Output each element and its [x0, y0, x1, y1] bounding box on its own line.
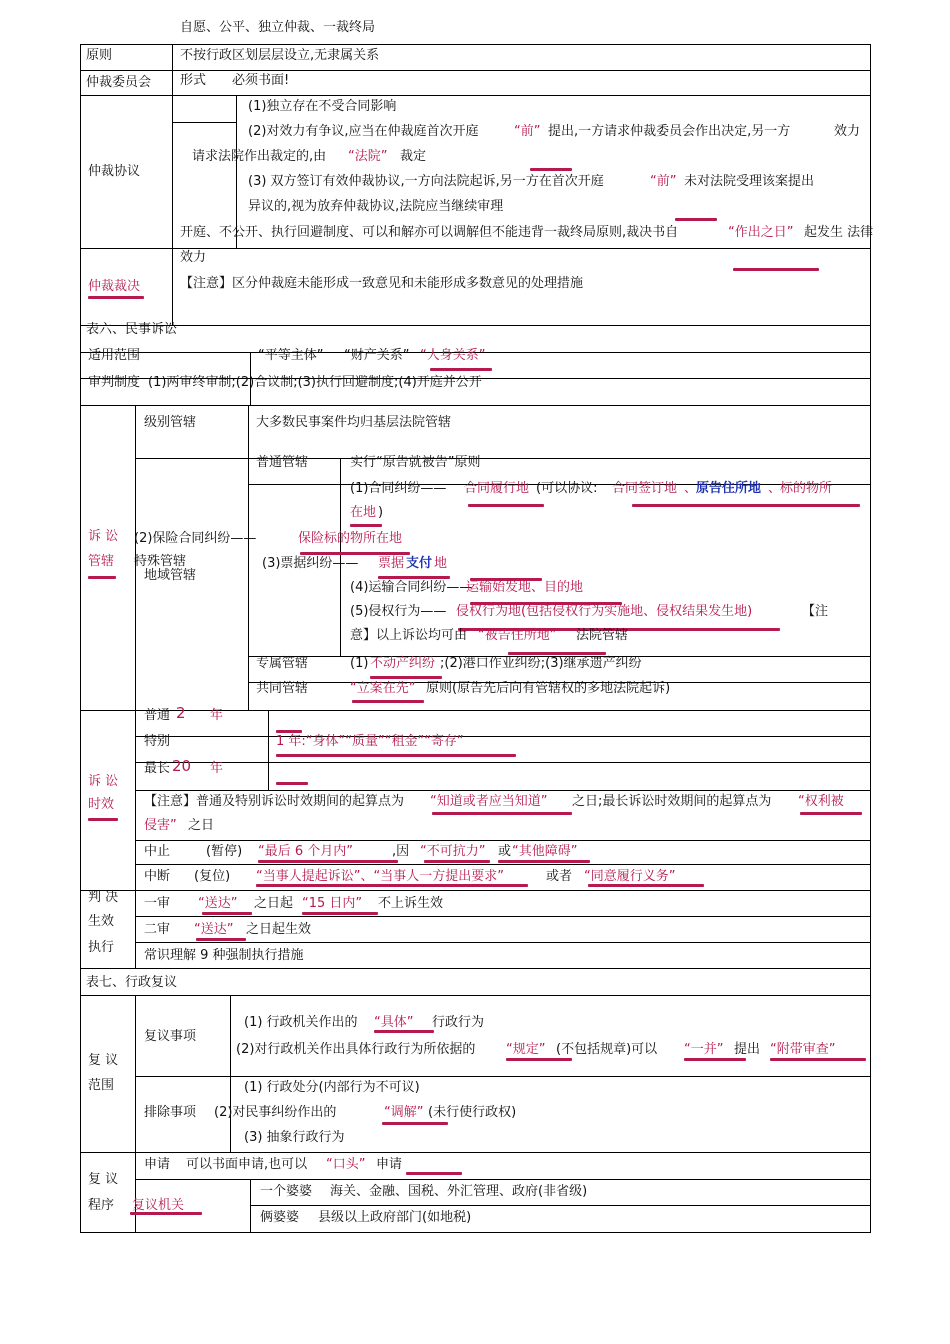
second-instance-label: 二审	[144, 922, 171, 937]
agreement-item-3-c: 未对法院受理该案提出	[684, 174, 815, 189]
admin-apply-oral: “口头”	[326, 1157, 366, 1172]
admin-one-text: 海关、金融、国税、外汇管理、政府(非省级)	[330, 1184, 588, 1199]
admin-item2-together: “一并”	[684, 1042, 724, 1057]
scope-personal: “人身关系”	[420, 348, 486, 363]
lim-note-d: “权利被	[798, 794, 844, 809]
agreement-label: 仲裁协议	[88, 164, 141, 179]
general-text: 实行“原告就被告”原则	[350, 455, 481, 470]
agreement-item-2-c: 提出,一方请求仲裁委员会作出决定,另一方	[548, 124, 791, 139]
lim-max-unit: 年	[210, 761, 224, 776]
top-line: 自愿、公平、独立仲裁、一裁终局	[180, 20, 376, 35]
award-line-d: 效力	[180, 250, 207, 265]
contract-object-b: 在地	[350, 505, 377, 520]
admin-item2-e: 提出	[734, 1042, 761, 1057]
lim-note-e: 侵害”	[144, 818, 177, 833]
lim-note-c: 之日;最长诉讼时效期间的起算点为	[572, 794, 772, 809]
execution-text: 常识理解 9 种强制执行措施	[144, 948, 304, 963]
suspend-c: ,因	[392, 844, 410, 859]
agreement-item-2-g: 裁定	[400, 149, 427, 164]
level-text: 大多数民事案件均归基层法院管辖	[256, 415, 452, 430]
limitation-label-b: 时效	[88, 797, 115, 812]
agreement-item-2-e: 请求法院作出裁定的,由	[192, 149, 327, 164]
contract-close: )	[378, 505, 384, 520]
tort-e: “被告住所地”	[478, 628, 557, 643]
system-text: (1)两审终审制;(2)合议制;(3)执行回避制度;(4)开庭并公开	[148, 375, 482, 390]
suspend-a: (暂停)	[206, 844, 243, 859]
admin-apply-c: 申请	[376, 1157, 403, 1172]
agreement-item-2-court: “法院”	[348, 149, 388, 164]
bill-a: (3)票据纠纷——	[262, 556, 359, 571]
second-served: “送达”	[194, 922, 234, 937]
lim-special-label: 特别	[144, 734, 171, 749]
special-label: 特殊管辖	[134, 554, 187, 569]
admin-excl-2-c: (未行使行政权)	[428, 1105, 517, 1120]
first-d: 不上诉生效	[378, 896, 444, 911]
level-label: 级别管辖	[144, 415, 197, 430]
contract-plaintiff: 原告住所地	[696, 481, 762, 496]
insurance-b: 保险标的物所在地	[298, 531, 403, 546]
interrupt-label: 中断	[144, 869, 171, 884]
limitation-label-a: 诉 讼	[88, 774, 119, 789]
exclusive-a: (1)	[350, 656, 369, 671]
region-label: 地域管辖	[144, 568, 197, 583]
award-date: “作出之日”	[728, 225, 794, 240]
lim-general-unit: 年	[210, 708, 224, 723]
agreement-item-3-before: “前”	[650, 174, 677, 189]
interrupt-a: (复位)	[194, 869, 231, 884]
transport-b: 运输始发地、目的地	[466, 580, 584, 595]
award-note: 【注意】区分仲裁庭未能形成一致意见和未能形成多数意见的处理措施	[180, 276, 584, 291]
lim-note-b: “知道或者应当知道”	[430, 794, 548, 809]
admin-excl-3: (3) 抽象行政行为	[244, 1130, 345, 1145]
interrupt-d: “同意履行义务”	[584, 869, 676, 884]
admin-proc-label-a: 复 议	[88, 1172, 119, 1187]
admin-item1-concrete: “具体”	[374, 1015, 414, 1030]
second-b: 之日起生效	[246, 922, 312, 937]
admin-item2-c: (不包括规章)可以	[556, 1042, 658, 1057]
admin-item1-a: (1) 行政机关作出的	[244, 1015, 358, 1030]
award-line-a: 开庭、不公开、执行回避制度、可以和解亦可以调解但不能违背一裁终局原则,裁决书自	[180, 225, 679, 240]
admin-excl-2-mediation: “调解”	[384, 1105, 424, 1120]
admin-apply-label: 申请	[144, 1157, 171, 1172]
tort-b: 侵权行为地(包括侵权行为实施地、侵权结果发生地)	[456, 604, 753, 619]
first-instance-label: 一审	[144, 896, 171, 911]
admin-apply-a: 可以书面申请,也可以	[186, 1157, 308, 1172]
exclusive-label: 专属管辖	[256, 656, 309, 671]
agreement-item-1: (1)独立存在不受合同影响	[248, 99, 397, 114]
admin-item2-review: “附带审查”	[770, 1042, 836, 1057]
first-served: “送达”	[198, 896, 238, 911]
agreement-item-2-a: (2)对效力有争议,应当在仲裁庭首次开庭	[248, 124, 479, 139]
award-label: 仲裁裁决	[88, 279, 141, 294]
lim-note-f: 之日	[188, 818, 215, 833]
tort-c: 【注	[802, 604, 829, 619]
award-line-c: 起发生 法律	[804, 225, 874, 240]
principle-text: 不按行政区划层层设立,无隶属关系	[180, 48, 380, 63]
civil-table-title: 表六、民事诉讼	[86, 322, 178, 337]
tort-d: 意】以上诉讼均可由	[350, 628, 468, 643]
lim-max-label: 最长	[144, 761, 171, 776]
first-b: 之日起	[254, 896, 294, 911]
lim-general-label: 普通	[144, 708, 171, 723]
agreement-item-3-a: (3) 双方签订有效仲裁协议,一方向法院起诉,另一方在首次开庭	[248, 174, 604, 189]
general-label: 普通管辖	[256, 455, 309, 470]
admin-proc-label-b: 程序	[88, 1198, 115, 1213]
admin-excl-1: (1) 行政处分(内部行为不可议)	[244, 1080, 420, 1095]
exclusive-c: ;(2)港口作业纠纷;(3)继承遗产纠纷	[440, 656, 642, 671]
admin-item2-a: (2)对行政机关作出具体行政行为所依据的	[236, 1042, 476, 1057]
system-label: 审判制度	[88, 375, 141, 390]
bill-d: 地	[434, 556, 448, 571]
contract-performance: 合同履行地	[464, 481, 530, 496]
principle-label: 原则	[86, 48, 113, 63]
contract-signing: 合同签订地	[612, 481, 678, 496]
admin-scope-label-a: 复 议	[88, 1053, 119, 1068]
admin-item1-c: 行政行为	[432, 1015, 485, 1030]
admin-scope-label-b: 范围	[88, 1078, 115, 1093]
contract-sep-2: 、	[768, 481, 782, 496]
interrupt-c: 或者	[546, 869, 573, 884]
insurance-a: (2)保险合同纠纷——	[134, 531, 257, 546]
tort-f: 法院管辖	[576, 628, 629, 643]
admin-item2-rules: “规定”	[506, 1042, 546, 1057]
agreement-item-2-d: 效力	[834, 124, 861, 139]
joint-a: “立案在先”	[350, 681, 416, 696]
agreement-item-2-before: “前”	[514, 124, 541, 139]
admin-items-label: 复议事项	[144, 1029, 197, 1044]
agreement-item-3-d: 异议的,视为放弃仲裁协议,法院应当继续审理	[248, 199, 504, 214]
admin-one-label: 一个婆婆	[260, 1184, 313, 1199]
lim-note-a: 【注意】普通及特别诉讼时效期间的起算点为	[144, 794, 405, 809]
suspend-label: 中止	[144, 844, 171, 859]
suspend-e: 或	[498, 844, 512, 859]
committee-form: 形式	[180, 73, 207, 88]
judgment-label-c: 执行	[88, 940, 115, 955]
admin-table-title: 表七、行政复议	[86, 975, 178, 990]
interrupt-b: “当事人提起诉讼”、“当事人一方提出要求”	[256, 869, 504, 884]
suspend-f: “其他障碍”	[512, 844, 578, 859]
jurisdiction-label-a: 诉 讼	[88, 529, 119, 544]
admin-excl-label: 排除事项	[144, 1105, 197, 1120]
committee-label: 仲裁委员会	[86, 75, 152, 90]
bill-c: 支付	[406, 556, 433, 571]
suspend-d: “不可抗力”	[420, 844, 486, 859]
scope-label: 适用范围	[88, 348, 141, 363]
first-days: “15 日内”	[302, 896, 363, 911]
scope-equal: “平等主体”	[258, 348, 324, 363]
suspend-b: “最后 6 个月内”	[258, 844, 354, 859]
contract-sep-1: 、	[684, 481, 698, 496]
committee-written: 必须书面!	[232, 73, 290, 88]
exclusive-b: 不动产纠纷	[370, 656, 436, 671]
contract-a: (1)合同纠纷——	[350, 481, 447, 496]
joint-label: 共同管辖	[256, 681, 309, 696]
bill-b: 票据	[378, 556, 405, 571]
judgment-label-b: 生效	[88, 914, 115, 929]
lim-max-value: 20	[172, 757, 192, 775]
judgment-label-a: 判 决	[88, 890, 119, 905]
admin-two-text: 县级以上政府部门(如地税)	[318, 1210, 472, 1225]
admin-excl-2-a: (2)对民事纠纷作出的	[214, 1105, 337, 1120]
scope-property: “财产关系”	[344, 348, 410, 363]
admin-two-label: 俩婆婆	[260, 1210, 300, 1225]
tort-a: (5)侵权行为——	[350, 604, 447, 619]
jurisdiction-label-b: 管辖	[88, 554, 115, 569]
contract-object: 标的物所	[780, 481, 833, 496]
joint-b: 原则(原告先后向有管辖权的多地法院起诉)	[426, 681, 671, 696]
lim-general-value: 2	[176, 704, 186, 722]
lim-special-value: 1 年:“身体”“质量”“租金”“寄存”	[276, 734, 464, 749]
transport-a: (4)运输合同纠纷——	[350, 580, 473, 595]
admin-organ-label: 复议机关	[132, 1198, 185, 1213]
contract-c: (可以协议:	[536, 481, 598, 496]
